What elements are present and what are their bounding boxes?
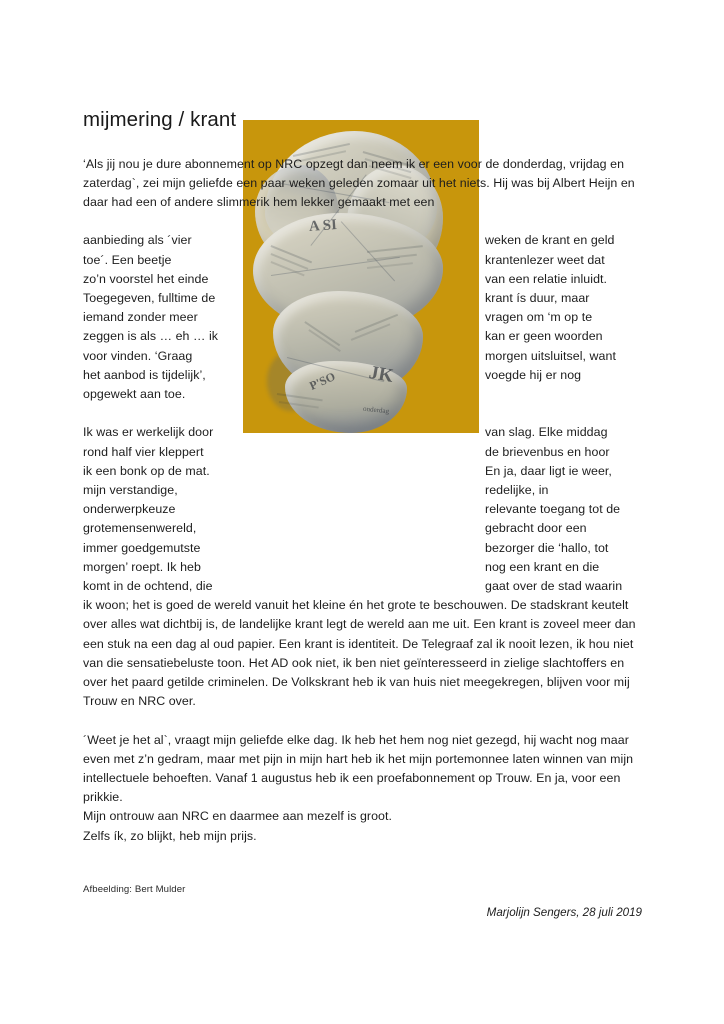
left-column-block-2 — [83, 423, 243, 596]
paragraph-gap — [83, 404, 645, 423]
text-line: rond half vier kleppert — [83, 444, 204, 459]
text-line: bezorger die ‘hallo, tot — [485, 540, 609, 555]
document-content — [83, 108, 645, 919]
text-line: vragen om ‘m op te — [485, 310, 593, 325]
text-line: zeggen is als … eh … ik — [83, 329, 219, 344]
closing-line-3: Zelfs ík, zo blijkt, heb mijn prijs. — [83, 828, 257, 843]
text-line: iemand zonder meer — [83, 310, 198, 325]
text-line: onderwerpkeuze — [83, 502, 176, 517]
page-title: mijmering / krant — [83, 108, 237, 131]
newsprint-glyph: A SI — [308, 217, 338, 235]
text-line: van slag. Elke middag — [485, 425, 608, 440]
newsprint-glyph: onderdag — [362, 404, 390, 416]
newsprint-glyph: P'SO — [307, 369, 338, 393]
text-line: komt in de ochtend, die — [83, 579, 213, 594]
text-line: ik een bonk op de mat. — [83, 463, 210, 478]
newsprint-glyph: JK — [367, 362, 395, 387]
text-line: Ik was er werkelijk door — [83, 425, 214, 440]
text-line: morgen uitsluitsel, want — [485, 348, 616, 363]
text-line: van een relatie inluidt. — [485, 271, 608, 286]
text-line: immer goedgemutste — [83, 540, 201, 555]
text-line: weken de krant en geld — [485, 233, 615, 248]
text-line: zo’n voorstel het einde — [83, 271, 209, 286]
text-line: aanbieding als ´vier — [83, 233, 192, 248]
right-column-block-1 — [485, 231, 645, 404]
text-line: grotemensenwereld, — [83, 521, 197, 536]
signature: Marjolijn Sengers, 28 juli 2019 — [486, 905, 642, 919]
text-line: voegde hij er nog — [485, 367, 582, 382]
text-line: kan er geen woorden — [485, 329, 603, 344]
text-line: voor vinden. ‘Graag — [83, 348, 193, 363]
text-line: krant ís duur, maar — [485, 291, 590, 305]
text-line: redelijke, in — [485, 483, 549, 498]
wrapped-block-1 — [83, 231, 645, 404]
text-line: gebracht door een — [485, 521, 587, 536]
text-line: opgewekt aan toe. — [83, 387, 186, 402]
text-line: toe´. Een beetje — [83, 252, 172, 267]
text-line: nog een krant en die — [485, 559, 600, 574]
text-line: relevante toegang tot de — [485, 502, 621, 517]
intro-paragraph: ‘Als jij nou je dure abonnement op NRC opzegt dan neem ik er een voor de donderdag, vrijdag en zaterdag`, zei mijn geliefde een paar weken geleden zomaar uit het niets. Hij was bij Albert Heijn en daar had een of andere slimmerik hem lekker gemaakt met een — [83, 156, 635, 209]
text-line: En ja, daar ligt ie weer, — [485, 463, 612, 478]
body-paragraph: ik woon; het is goed de wereld vanuit het kleine én het grote te beschouwen. De stadskrant keutelt over alles wat dichtbij is, de landelijke krant legt de wereld aan me uit. Een krant is zoveel meer dan een stuk na een dag al oud papier. Een krant is identiteit. De Telegraaf zal ik nooit lezen, ik hou niet van die sensatiebeluste toon. Het AD ook niet, ik ben niet geïnteresseerd in zielige slachtoffers en over het paard getilde criminelen. De Volkskrant heb ik van huis niet meegekregen, blijven voor mij Trouw en NRC over. — [83, 598, 636, 709]
image-credit-caption: Afbeelding: Bert Mulder — [83, 884, 186, 895]
text-line: gaat over de stad waarin — [485, 579, 623, 594]
wrapped-block-2 — [83, 423, 645, 596]
text-line: krantenlezer weet dat — [485, 252, 605, 267]
text-line: het aanbod is tijdelijk’, — [83, 367, 206, 382]
text-line: morgen’ roept. Ik heb — [83, 559, 201, 574]
closing-text: ´Weet je het al`, vraagt mijn geliefde elke dag. Ik heb het hem nog niet gezegd, hij wacht nog maar even met z’n gedram, maar met pijn in mijn hart heb ik het mijn portemonnee laten winnen van mijn intellectuele behoeften. Vanaf 1 augustus heb ik een proefabonnement op Trouw. En ja, voor een prikkie. — [83, 732, 634, 805]
text-line: Toegegeven, fulltime de — [83, 291, 216, 305]
right-column-block-2 — [485, 423, 645, 596]
closing-paragraph — [83, 731, 645, 846]
left-column-block-1 — [83, 231, 243, 404]
closing-line-2: Mijn ontrouw aan NRC en daarmee aan mezelf is groot. — [83, 809, 393, 824]
text-line: de brievenbus en hoor — [485, 444, 610, 459]
text-line: mijn verstandige, — [83, 483, 178, 498]
